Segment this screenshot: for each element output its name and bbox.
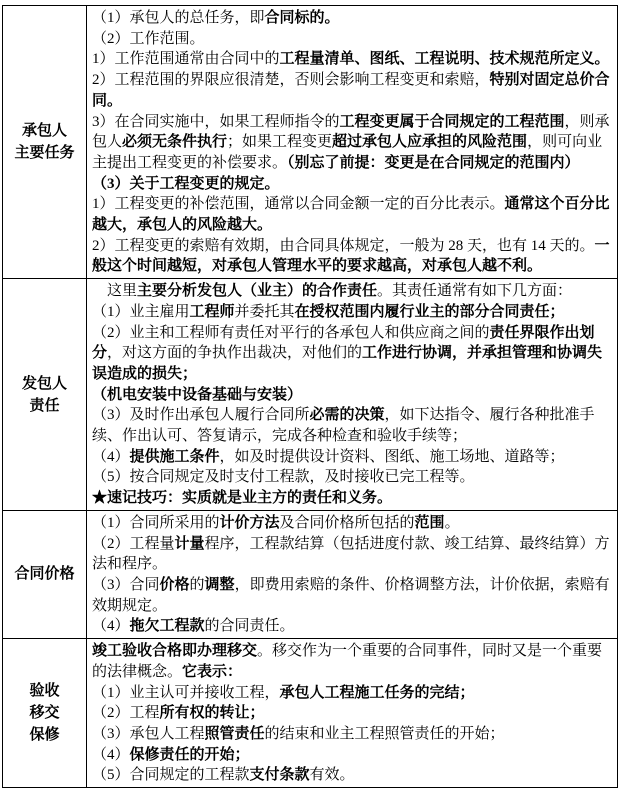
emphasis-run: 必须无条件执行 — [122, 134, 228, 151]
emphasis-run: 主要分析发包人（业主）的合作责任 — [137, 283, 378, 300]
paragraph — [92, 765, 612, 786]
paragraph — [92, 8, 612, 29]
emphasis-run: 照管责任 — [204, 725, 265, 742]
emphasis-run: 竣工验收合格即办理移交 — [92, 643, 258, 660]
text-run: ，即费用索赔的条件、价格调整方法，计价依据，索赔有效期规定。 — [92, 576, 610, 614]
emphasis-run: 计价方法 — [219, 514, 280, 531]
text-run: （1）合同所采用的 — [92, 514, 220, 531]
table-row-contractor-main-tasks — [3, 6, 618, 279]
emphasis-run: 工程变更属于合同规定的工程范围 — [339, 113, 565, 130]
emphasis-run: 责任界限作出划分 — [92, 324, 595, 362]
text-run: 的结束和业主工程照管责任的开始； — [264, 725, 505, 742]
text-run: （1）业主认可并接收工程， — [92, 684, 280, 701]
text-run: （4） — [92, 746, 130, 763]
emphasis-run: （3）关于工程变更的规定。 — [92, 175, 280, 192]
emphasis-run: 一般这个时间越短，对承包人管理水平的要求越高，对承包人越不利。 — [92, 237, 610, 275]
emphasis-run: 它表示： — [182, 663, 243, 680]
emphasis-run: 通常这个百分比越大，承包人的风险越大。 — [92, 196, 610, 234]
paragraph — [92, 447, 612, 468]
emphasis-run: 工作进行协调，并承担管理和协调失误造成的损失； — [92, 345, 603, 382]
text-run: ，则可向业主提出工程变更的补偿要求。 — [92, 134, 603, 171]
row-header-contractor-main-tasks — [3, 6, 87, 279]
text-run: （4） — [92, 448, 130, 465]
emphasis-run: 必需的决策 — [309, 407, 385, 424]
text-run: ，则承包人 — [92, 113, 610, 151]
row-header-line: 合同价格 — [14, 566, 75, 583]
paragraph — [92, 174, 612, 195]
paragraph — [92, 323, 612, 385]
text-run: （2）工程 — [92, 705, 160, 722]
text-run: 这里 — [107, 283, 138, 300]
text-run: 2）工程范围的界限应很清楚，否则会影响工程变更和索赔， — [92, 72, 490, 89]
text-run: （2）工作范围。 — [92, 30, 205, 47]
paragraph — [92, 683, 612, 704]
row-header-employer-responsibility — [3, 279, 87, 511]
emphasis-run: 工程师 — [189, 303, 235, 320]
text-run: （3）及时作出承包人履行合同所 — [92, 407, 310, 424]
emphasis-run: 支付条款 — [249, 767, 310, 784]
paragraph — [92, 513, 612, 534]
text-run: ；如果工程变更 — [227, 134, 333, 151]
paragraph — [92, 385, 612, 406]
emphasis-run: 保修责任的开始； — [129, 746, 250, 763]
paragraph — [92, 745, 612, 766]
table-row-employer-responsibility — [3, 279, 618, 511]
row-header-line: 主要任务 — [14, 145, 75, 162]
emphasis-run: 在授权范围内履行业主的部分合同责任； — [294, 303, 565, 320]
row-content-contractor-main-tasks — [87, 6, 618, 279]
paragraph — [92, 488, 612, 509]
text-run: 1）工程变更的补偿范围，通常以合同金额一定的百分比表示。 — [92, 196, 505, 213]
text-run: 。移交作为一个重要的合同事件，同时又是一个重要的法律概念。 — [92, 643, 603, 680]
emphasis-run: 承包人工程施工任务的完结； — [279, 684, 475, 701]
text-run: （5）按合同规定及时支付工程款，及时接收已完工程等。 — [92, 469, 475, 486]
paragraph — [92, 616, 612, 637]
text-run: （4） — [92, 618, 130, 635]
table-row-contract-price — [3, 510, 618, 638]
text-run: 1）工作范围通常由合同中的 — [92, 51, 280, 68]
text-run: 及合同价格所包括的 — [279, 514, 415, 531]
text-run: （3）承包人工程 — [92, 725, 205, 742]
text-run: 。其责任通常有如下几方面： — [377, 283, 573, 300]
emphasis-run: 特别对固定总价合同。 — [92, 72, 610, 109]
emphasis-run: （机电安装中设备基础与安装） — [92, 386, 303, 403]
paragraph — [92, 29, 612, 50]
row-content-employer-responsibility — [87, 279, 618, 511]
text-run: 并委托其 — [234, 303, 295, 320]
text-run: （1）业主雇用 — [92, 303, 190, 320]
paragraph — [92, 467, 612, 488]
paragraph — [92, 534, 612, 575]
emphasis-run: 调整 — [204, 576, 235, 593]
paragraph — [92, 112, 612, 174]
emphasis-run: 范围 — [414, 514, 445, 531]
row-content-acceptance-handover-warranty — [87, 639, 618, 788]
text-run: ，如及时提供设计资料、图纸、施工场地、道路等； — [219, 448, 565, 465]
row-content-contract-price — [87, 510, 618, 638]
emphasis-run: 计量 — [174, 535, 205, 552]
emphasis-run: 超过承包人应承担的风险范围 — [332, 134, 528, 151]
text-run: （2）业主和工程师有责任对平行的各承包人和供应商之间的 — [92, 324, 490, 341]
text-run: 的合同责任。 — [204, 618, 295, 635]
emphasis-run: 价格 — [159, 576, 190, 593]
text-run: 的 — [189, 576, 205, 593]
emphasis-run: 合同标的。 — [264, 10, 340, 26]
paragraph — [92, 236, 612, 277]
text-run: 3）在合同实施中，如果工程师指令的 — [92, 113, 340, 130]
paragraph — [92, 724, 612, 745]
row-header-line: 承包人 — [21, 123, 67, 140]
row-header-line: 验收 — [29, 683, 60, 700]
row-header-contract-price — [3, 510, 87, 638]
paragraph — [92, 641, 612, 682]
text-run: （5）合同规定的工程款 — [92, 767, 250, 784]
text-run: ，如下达指令、履行各种批准手续、作出认可、答复请示，完成各种检查和验收手续等； — [92, 407, 595, 445]
emphasis-run: 提供施工条件 — [129, 448, 220, 465]
paragraph — [92, 70, 612, 111]
contract-clauses-table — [2, 5, 618, 788]
text-run: 。 — [444, 514, 460, 531]
text-run: ，对这方面的争执作出裁决，对他们的 — [107, 345, 363, 362]
text-run: （3）合同 — [92, 576, 160, 593]
row-header-acceptance-handover-warranty — [3, 639, 87, 788]
emphasis-run: ★速记技巧：实质就是业主方的责任和义务。 — [92, 490, 393, 507]
row-header-line: 保修 — [29, 727, 60, 744]
text-run: （1）承包人的总任务，即 — [92, 10, 265, 26]
row-header-line: 移交 — [29, 705, 60, 722]
emphasis-run: 所有权的转让； — [159, 705, 265, 722]
emphasis-run: 工程量清单、图纸、工程说明、技术规范所定义。 — [279, 51, 610, 68]
text-run: （2）工程量 — [92, 535, 175, 552]
table-body — [3, 6, 618, 788]
row-header-line: 责任 — [29, 397, 60, 414]
text-run: 2）工程变更的索赔有效期，由合同具体规定，一般为 28 天，也有 14 天的。 — [92, 237, 595, 254]
paragraph — [92, 703, 612, 724]
text-run: 有效。 — [309, 767, 355, 784]
table-row-acceptance-handover-warranty — [3, 639, 618, 788]
paragraph — [92, 302, 612, 323]
paragraph — [92, 575, 612, 616]
paragraph — [92, 49, 612, 70]
paragraph — [92, 405, 612, 446]
emphasis-run: 拖欠工程款 — [129, 618, 205, 635]
text-run: 程序，工程款结算（包括进度付款、竣工结算、最终结算）方法和程序。 — [92, 535, 610, 573]
paragraph — [92, 281, 612, 302]
emphasis-run: （别忘了前提：变更是在合同规定的范围内） — [287, 154, 580, 171]
row-header-line: 发包人 — [21, 375, 67, 392]
paragraph — [92, 194, 612, 235]
